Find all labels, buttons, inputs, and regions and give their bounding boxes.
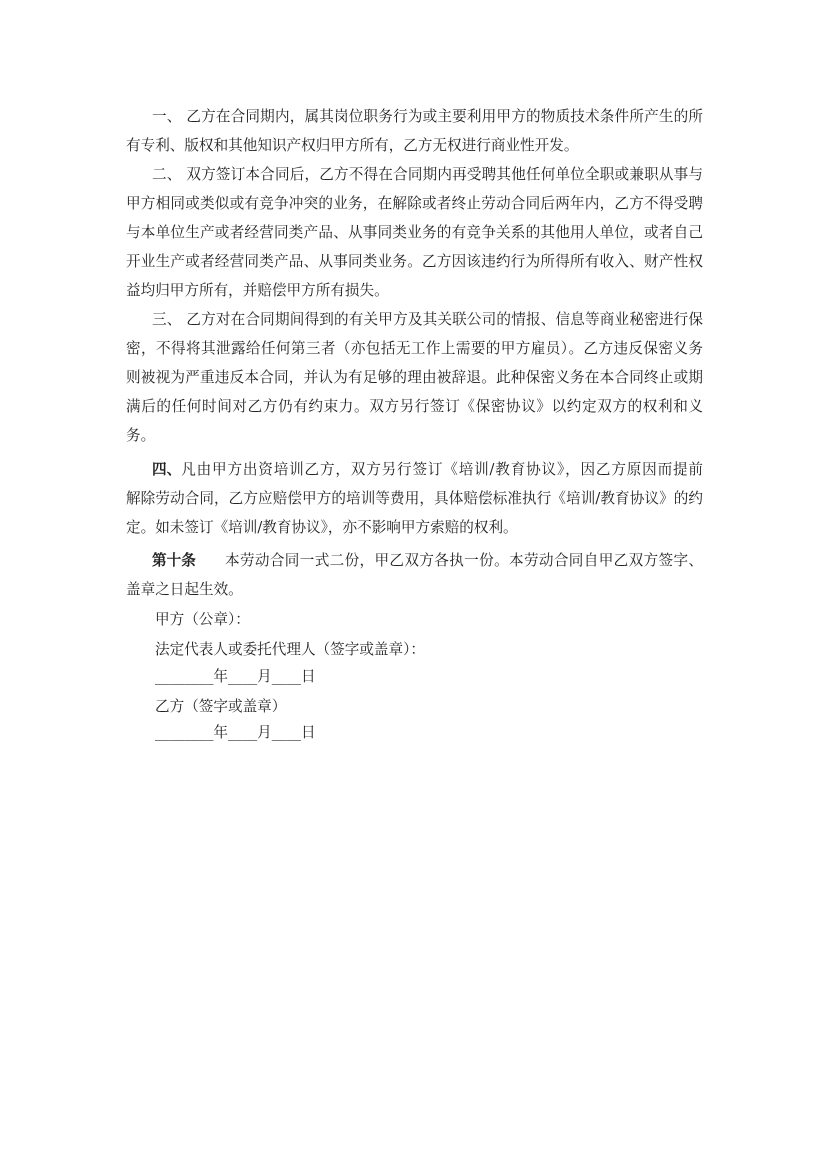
party-a-date: ________年____月____日 <box>155 668 316 685</box>
clause-2-line: 开业生产或者经营同类产品、从事同类业务。乙方因该违约行为所得所有收入、财产性权 <box>126 253 703 270</box>
clause-2-line: 二、 双方签订本合同后，乙方不得在合同期内再受聘其他任何单位全职或兼职从事与 <box>152 166 703 183</box>
party-a-label: 甲方（公章）： <box>155 611 250 628</box>
article-10-label: 第十条 <box>152 552 196 569</box>
clause-4-line: 凡由甲方出资培训乙方，双方另行签订《培训/教育协议》，因乙方原因而提前 <box>181 461 703 478</box>
clause-4-line: 解除劳动合同，乙方应赔偿甲方的培训等费用，具体赔偿标准执行《培训/教育协议》的约 <box>126 490 703 507</box>
clause-2-line: 与本单位生产或者经营同类产品、从事同类业务的有竞争关系的其他用人单位，或者自己 <box>126 224 703 241</box>
clause-1-line: 一、 乙方在合同期内，属其岗位职务行为或主要利用甲方的物质技术条件所产生的所 <box>152 108 703 125</box>
clause-1-line: 有专利、版权和其他知识产权归甲方所有，乙方无权进行商业性开发。 <box>126 137 579 154</box>
party-b-date: ________年____月____日 <box>155 724 316 741</box>
party-b-label: 乙方（签字或盖章） <box>155 698 287 715</box>
representative-label: 法定代表人或委托代理人（签字或盖章）： <box>155 641 425 658</box>
clause-4-line: 定。如未签订《培训/教育协议》，亦不影响甲方索赔的权利。 <box>126 519 518 536</box>
clause-3-line: 务。 <box>126 427 156 444</box>
article-10-first-line <box>152 551 703 571</box>
clause-3-line: 三、 乙方对在合同期间得到的有关甲方及其关联公司的情报、信息等商业秘密进行保 <box>152 311 703 328</box>
clause-2-line: 甲方相同或类似或有竞争冲突的业务，在解除或者终止劳动合同后两年内，乙方不得受聘 <box>126 195 703 212</box>
clause-4-first-line <box>152 460 703 480</box>
clause-2-line: 益均归甲方所有，并赔偿甲方所有损失。 <box>126 282 389 299</box>
clause-3-line: 则被视为严重违反本合同，并认为有足够的理由被辞退。此种保密义务在本合同终止或期 <box>126 369 703 386</box>
article-10-line: 本劳动合同一式二份，甲乙双方各执一份。本劳动合同自甲乙双方签字、 <box>225 552 703 569</box>
clause-3-line: 密，不得将其泄露给任何第三者（亦包括无工作上需要的甲方雇员）。乙方违反保密义务 <box>126 340 703 357</box>
article-10-line: 盖章之日起生效。 <box>126 581 243 598</box>
clause-3-line: 满后的任何时间对乙方仍有约束力。双方另行签订《保密协议》以约定双方的权利和义 <box>126 398 703 415</box>
clause-4-label: 四、 <box>152 461 182 478</box>
